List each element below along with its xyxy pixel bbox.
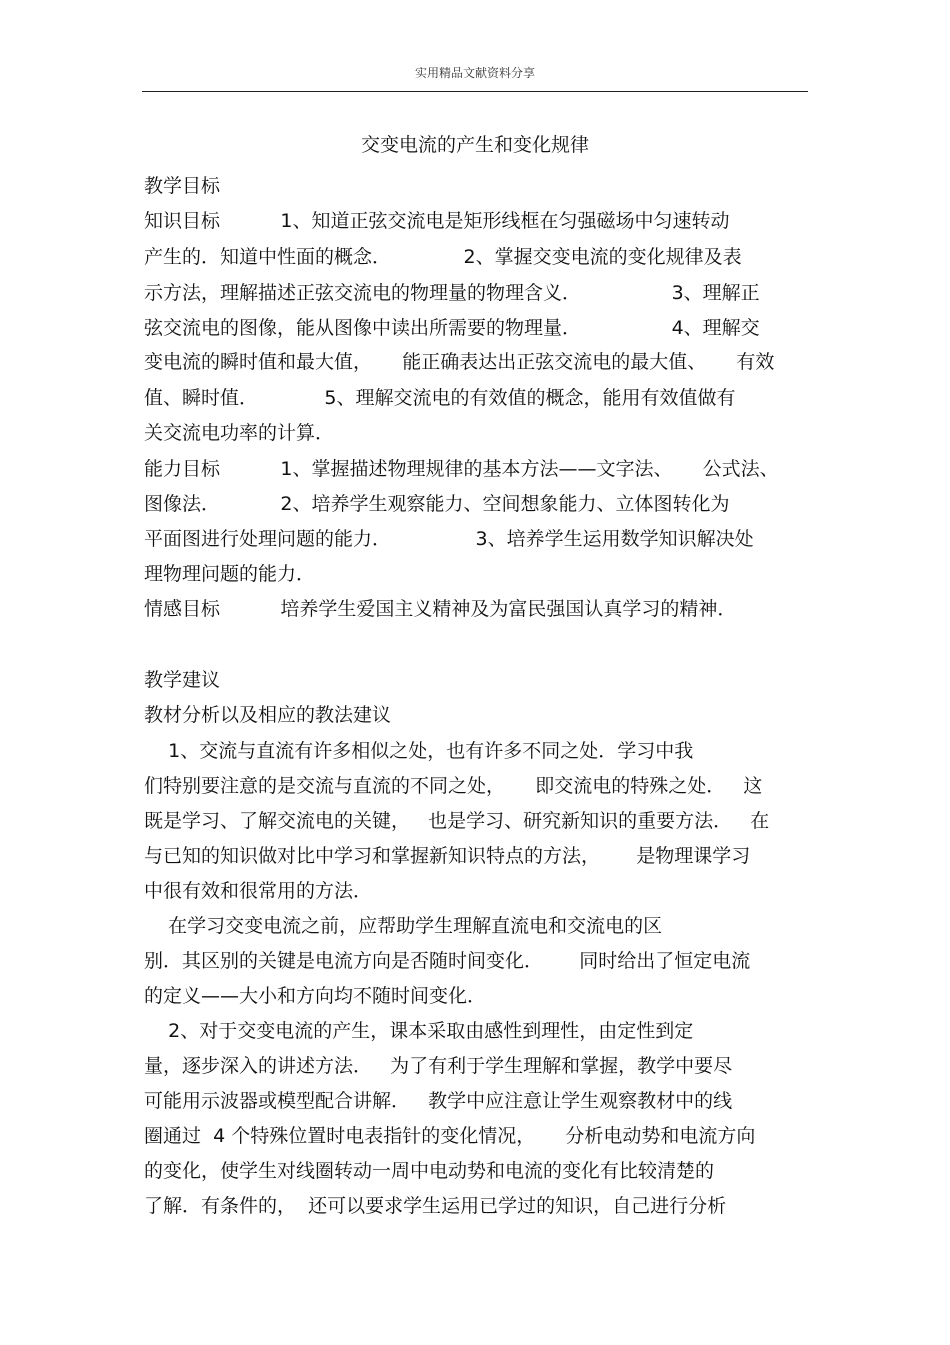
subsection-heading: 教材分析以及相应的教法建议 (144, 704, 392, 726)
text-line: 的变化，使学生对线圈转动一周中电动势和电流的变化有比较清楚的 (144, 1160, 715, 1182)
text-line: 量，逐步深入的讲述方法． 为了有利于学生理解和掌握，教学中要尽 (144, 1055, 733, 1077)
text-line: 了解．有条件的， 还可以要求学生运用已学过的知识，自己进行分析 (144, 1195, 727, 1217)
text-line: 知识目标 1、知道正弦交流电是矩形线框在匀强磁场中匀速转动 (144, 210, 730, 232)
text-line: 情感目标 培养学生爱国主义精神及为富民强国认真学习的精神． (144, 598, 737, 620)
text-line: 弦交流电的图像，能从图像中读出所需要的物理量． 4、理解交 (144, 317, 760, 339)
text-line: 关交流电功率的计算． (144, 422, 335, 444)
text-line: 们特别要注意的是交流与直流的不同之处， 即交流电的特殊之处． 这 (144, 775, 763, 797)
text-line: 在学习交变电流之前，应帮助学生理解直流电和交流电的区 (144, 915, 663, 937)
text-line: 既是学习、了解交流电的关键， 也是学习、研究新知识的重要方法． 在 (144, 810, 770, 832)
text-line: 能力目标 1、掌握描述物理规律的基本方法——文字法、 公式法、 (144, 458, 779, 480)
text-line: 示方法，理解描述正弦交流电的物理量的物理含义． 3、理解正 (144, 282, 760, 304)
text-line: 圈通过 4 个特殊位置时电表指针的变化情况， 分析电动势和电流方向 (144, 1125, 756, 1147)
document-title: 交变电流的产生和变化规律 (360, 134, 589, 156)
text-line: 值、瞬时值． 5、理解交流电的有效值的概念，能用有效值做有 (144, 387, 736, 409)
text-line: 与已知的知识做对比中学习和掌握新知识特点的方法， 是物理课学习 (144, 845, 751, 867)
section-heading: 教学建议 (144, 669, 221, 691)
text-line: 别．其区别的关键是电流方向是否随时间变化． 同时给出了恒定电流 (144, 950, 751, 972)
text-line: 产生的．知道中性面的概念． 2、掌握交变电流的变化规律及表 (144, 246, 742, 268)
text-line: 可能用示波器或模型配合讲解． 教学中应注意让学生观察教材中的线 (144, 1090, 733, 1112)
text-line: 2、对于交变电流的产生，课本采取由感性到理性，由定性到定 (144, 1020, 694, 1042)
text-line: 变电流的瞬时值和最大值， 能正确表达出正弦交流电的最大值、 有效 (144, 351, 775, 373)
section-heading: 教学目标 (144, 175, 221, 197)
text-line: 的定义——大小和方向均不随时间变化． (144, 985, 487, 1007)
header-divider (142, 91, 808, 92)
text-line: 图像法． 2、培养学生观察能力、空间想象能力、立体图转化为 (144, 493, 730, 515)
text-line: 平面图进行处理问题的能力． 3、培养学生运用数学知识解决处 (144, 528, 754, 550)
text-line: 理物理问题的能力． (144, 563, 316, 585)
text-line: 1、交流与直流有许多相似之处，也有许多不同之处．学习中我 (144, 740, 694, 762)
text-line: 中很有效和很常用的方法． (144, 880, 373, 902)
running-header: 实用精品文献资料分享 (414, 66, 535, 80)
